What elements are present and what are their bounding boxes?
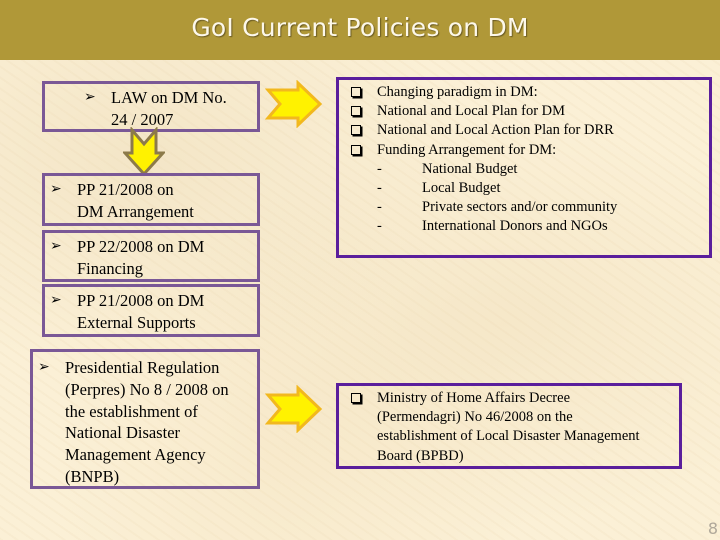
arrow-bullet-icon: ➢ xyxy=(38,360,50,375)
down-arrow-icon xyxy=(123,127,165,177)
law-box xyxy=(42,81,260,132)
checkbox-item: National and Local Action Plan for DRR xyxy=(347,121,709,140)
checkbox-bullet-icon xyxy=(351,125,361,135)
sub-item: - International Donors and NGOs xyxy=(377,218,608,235)
right-arrow-icon xyxy=(265,385,323,433)
sub-item: - Private sectors and/or community xyxy=(377,199,618,216)
arrow-bullet-icon: ➢ xyxy=(84,90,96,105)
page-number: 8 xyxy=(707,519,718,538)
list-item: ➢ PP 22/2008 on DM Financing xyxy=(50,237,205,278)
list-item: ➢ LAW on DM No. 24 / 2007 xyxy=(84,88,227,129)
title-bar xyxy=(0,0,720,60)
checkbox-bullet-icon xyxy=(351,87,361,97)
list-item: ➢ PP 21/2008 on DM External Supports xyxy=(50,291,205,332)
policies-box xyxy=(336,77,712,258)
checkbox-item: Ministry of Home Affairs Decree (Permendagri) No 46/2008 on the establishment of Local Disaster Management Board (BPBD) xyxy=(347,389,679,466)
perpres-box xyxy=(30,349,260,489)
checkbox-item: National and Local Plan for DM xyxy=(347,102,709,121)
arrow-bullet-icon: ➢ xyxy=(50,182,62,197)
list-item: ➢ Presidential Regulation (Perpres) No 8 / 2008 on the establishment of National Disaster Management Agency (BNPB) xyxy=(38,358,229,486)
checkbox-item: Funding Arrangement for DM: xyxy=(347,141,709,160)
pp21-external-supports-box xyxy=(42,284,260,337)
pp22-financing-box xyxy=(42,230,260,282)
permendagri-box xyxy=(336,383,682,469)
sub-item: - National Budget xyxy=(377,160,518,177)
checkbox-bullet-icon xyxy=(351,393,361,403)
list-item: ➢ PP 21/2008 on DM Arrangement xyxy=(50,180,194,221)
checkbox-bullet-icon xyxy=(351,106,361,116)
sub-item: - Local Budget xyxy=(377,180,501,197)
slide-title: GoI Current Policies on DM xyxy=(191,12,529,42)
right-arrow-icon xyxy=(265,80,323,128)
checkbox-item: Changing paradigm in DM: xyxy=(347,83,709,102)
pp21-arrangement-box xyxy=(42,173,260,226)
arrow-bullet-icon: ➢ xyxy=(50,293,62,308)
arrow-bullet-icon: ➢ xyxy=(50,239,62,254)
checkbox-bullet-icon xyxy=(351,145,361,155)
